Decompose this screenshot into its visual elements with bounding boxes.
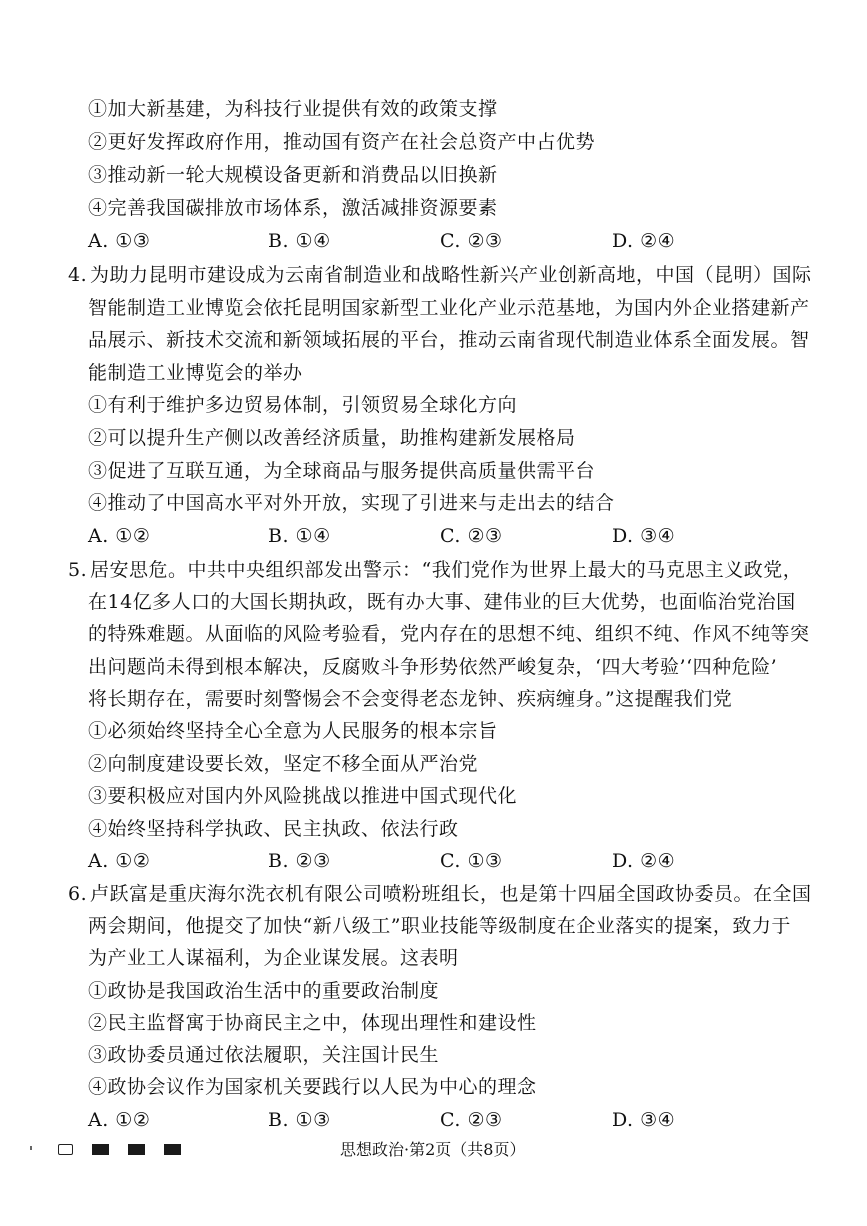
q6-item-3: ③政协委员通过依法履职，关注国计民生 [88, 1044, 440, 1066]
q4-choice-a: A. ①② [88, 525, 151, 547]
q3-choice-c: C. ②③ [440, 230, 503, 252]
q4-item-3: ③促进了互联互通，为全球商品与服务提供高质量供需平台 [88, 460, 596, 482]
q5-number: 5. [68, 559, 88, 581]
q3-choice-a: A. ①③ [88, 230, 151, 252]
q6-choice-d: D. ③④ [612, 1109, 676, 1131]
q4-item-2: ②可以提升生产侧以改善经济质量，助推构建新发展格局 [88, 427, 576, 449]
q3-choice-d: D. ②④ [612, 230, 676, 252]
q5-choice-d: D. ②④ [612, 850, 676, 872]
q4-choice-b: B. ①④ [268, 525, 331, 547]
q3-choice-b: B. ①④ [268, 230, 331, 252]
q4-choice-d: D. ③④ [612, 525, 676, 547]
q5-choice-b: B. ②③ [268, 850, 331, 872]
q6-item-4: ④政协会议作为国家机关要践行以人民为中心的理念 [88, 1076, 537, 1098]
q3-item-1: ①加大新基建，为科技行业提供有效的政策支撑 [88, 98, 498, 120]
q5-item-2: ②向制度建设要长效，坚定不移全面从严治党 [88, 753, 479, 775]
footer-marker-hollow [58, 1144, 73, 1155]
q4-choice-c: C. ②③ [440, 525, 503, 547]
footer-marker-solid-2 [128, 1144, 145, 1155]
q4-stem-line-1: 4. 为助力昆明市建设成为云南省制造业和战略性新兴产业创新高地，中国（昆明）国际 [68, 264, 812, 286]
q4-stem-line-2: 智能制造工业博览会依托昆明国家新型工业化产业示范基地，为国内外企业搭建新产 [88, 297, 810, 319]
q5-stem-line-2: 在14亿多人口的大国长期执政，既有办大事、建伟业的巨大优势，也面临治党治国 [88, 591, 796, 613]
q3-item-2: ②更好发挥政府作用，推动国有资产在社会总资产中占优势 [88, 131, 596, 153]
q6-choice-c: C. ②③ [440, 1109, 503, 1131]
scan-mark [30, 1146, 32, 1150]
q5-stem-line-5: 将长期存在，需要时刻警惕会不会变得老态龙钟、疾病缠身。”这提醒我们党 [88, 688, 733, 710]
q5-item-3: ③要积极应对国内外风险挑战以推进中国式现代化 [88, 785, 518, 807]
q6-stem-line-1: 6. 卢跃富是重庆海尔洗衣机有限公司喷粉班组长，也是第十四届全国政协委员。在全国 [68, 883, 812, 905]
q6-choice-a: A. ①② [88, 1109, 151, 1131]
q3-item-4: ④完善我国碳排放市场体系，激活减排资源要素 [88, 197, 498, 219]
q5-stem-line-4: 出问题尚未得到根本解决，反腐败斗争形势依然严峻复杂，‘四大考验’‘四种危险’ [88, 656, 778, 678]
q6-stem-line-2: 两会期间，他提交了加快“新八级工”职业技能等级制度在企业落实的提案，致力于 [88, 915, 791, 937]
q6-choice-b: B. ①③ [268, 1109, 331, 1131]
q5-stem-line-1: 5. 居安思危。中共中央组织部发出警示：“我们党作为世界上最大的马克思主义政党， [68, 559, 803, 581]
q5-choice-a: A. ①② [88, 850, 151, 872]
page-footer [0, 1136, 867, 1166]
q5-item-1: ①必须始终坚持全心全意为人民服务的根本宗旨 [88, 720, 498, 742]
q6-item-1: ①政协是我国政治生活中的重要政治制度 [88, 980, 440, 1002]
q6-item-2: ②民主监督寓于协商民主之中，体现出理性和建设性 [88, 1012, 537, 1034]
q4-stem-line-4: 能制造工业博览会的举办 [88, 362, 303, 384]
q6-number: 6. [68, 883, 88, 905]
q4-item-1: ①有利于维护多边贸易体制，引领贸易全球化方向 [88, 394, 518, 416]
q6-stem-line-3: 为产业工人谋福利，为企业谋发展。这表明 [88, 947, 459, 969]
q5-choice-c: C. ①③ [440, 850, 503, 872]
footer-marker-solid-3 [164, 1144, 181, 1155]
page-number-label: 思想政治·第2页（共8页） [340, 1140, 526, 1159]
q4-number: 4. [68, 264, 88, 286]
q5-stem-line-3: 的特殊难题。从面临的风险考验看，党内存在的思想不纯、组织不纯、作风不纯等突 [88, 623, 810, 645]
q4-stem-line-3: 品展示、新技术交流和新领域拓展的平台，推动云南省现代制造业体系全面发展。智 [88, 329, 810, 351]
q3-item-3: ③推动新一轮大规模设备更新和消费品以旧换新 [88, 164, 498, 186]
q5-item-4: ④始终坚持科学执政、民主执政、依法行政 [88, 818, 459, 840]
q4-item-4: ④推动了中国高水平对外开放，实现了引进来与走出去的结合 [88, 492, 615, 514]
footer-marker-solid-1 [92, 1144, 109, 1155]
